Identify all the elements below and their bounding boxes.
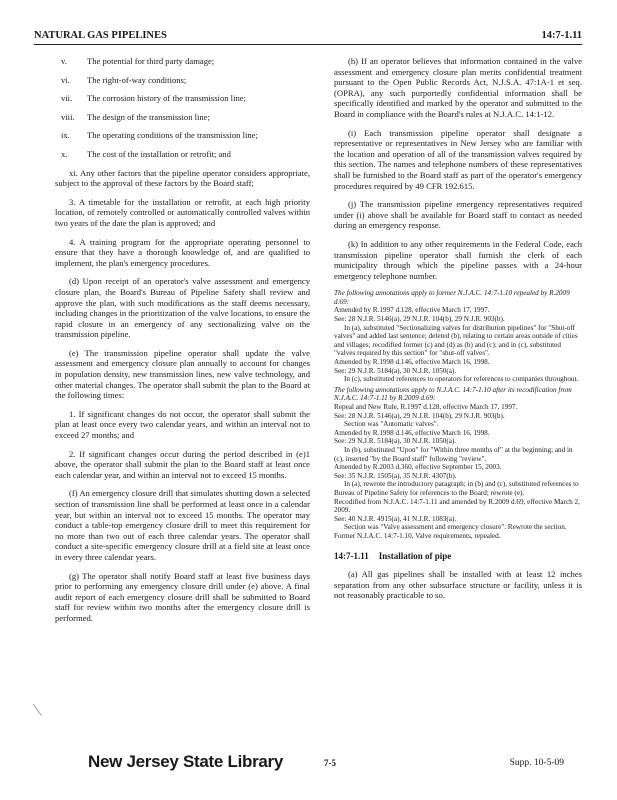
annotation-line: See: 29 N.J.R. 5184(a), 30 N.J.R. 1050(a). <box>334 437 457 446</box>
margin-mark <box>33 698 50 716</box>
paragraph: (e) The transmission pipeline operator shall update the valve assessment and emergency closure plan annually to account for changes in population density, new transmission lines, new valve technology, and other material changes. The operator shall submit the plan to the Board at the following times: <box>55 347 310 401</box>
annotation-line: Recodified from N.J.A.C. 14:7-1.11 and amended by R.2009 d.69, effective March 2, 2009. <box>334 497 580 515</box>
list-item <box>55 149 310 160</box>
paragraph: (h) If an operator believes that information contained in the valve assessment and emergency closure plan merits confidential treatment pursuant to the Open Public Records Act, N.J.S.A. 47:1A-1 et seq. (OPRA), any such purportedly confidential information shall be specifically identified and marked by the operator and submitted to the Board in compliance with the Board's rules at N.J.A.C. 14:1-12. <box>334 56 582 119</box>
list-item <box>55 56 310 67</box>
annotation-line: See: 28 N.J.R. 5146(a), 29 N.J.R. 104(b), 29 N.J.R. 903(b). <box>334 411 505 420</box>
paragraph: (i) Each transmission pipeline operator shall designate a representative or representatives in New Jersey who are familiar with the location and operation of all of the transmission valves required by this section. The names and telephone numbers of these representatives shall be furnished to the Board staff as part of the operator's emergency procedures required by 49 CFR 192.615. <box>334 127 582 191</box>
page-number: 7-5 <box>324 758 336 768</box>
left-column <box>55 56 310 632</box>
annotation-line: Amended by R.1998 d.146, effective March 16, 1998. <box>334 428 490 437</box>
right-column <box>334 56 582 609</box>
annotation-line: In (c), substituted references to operators for references to companies throughout. <box>344 375 579 384</box>
annotation-line: See: 28 N.J.R. 5146(a), 29 N.J.R. 104(b), 29 N.J.R. 903(b). <box>334 315 505 324</box>
annotation-heading: The following annotations apply to former N.J.A.C. 14:7-1.10 repealed by R.2009 d.69: <box>334 289 570 306</box>
item-text: The corrosion history of the transmission line; <box>87 93 246 104</box>
item-number: vi. <box>61 74 70 85</box>
header-title: NATURAL GAS PIPELINES <box>34 30 167 41</box>
list-item <box>55 75 310 86</box>
annotation-line: Section was "Valve assessment and emergency closure". Rewrote the section. Former N.J.A.C. 14:7-1.10, Valve requirements, repealed. <box>334 523 567 540</box>
paragraph: 4. A training program for the appropriate operating personnel to ensure that they have a thorough knowledge of, and are qualified to implement, the plan's emergency procedures. <box>55 236 310 268</box>
paragraph: xi. Any other factors that the pipeline operator considers appropriate, subject to the approval of these factors by the Board staff; <box>55 167 310 189</box>
item-number: vii. <box>61 93 73 104</box>
page-footer <box>34 748 582 778</box>
annotation-heading: The following annotations apply to N.J.A.C. 14:7-1.10 after its recodification from N.J.A.C. 14:7-1.11 by R.2009 d.69: <box>334 385 572 403</box>
header-section-number: 14:7-1.11 <box>541 30 582 41</box>
item-text: The design of the transmission line; <box>87 111 210 122</box>
paragraph: 2. If significant changes occur during the period described in (e)1 above, the operator shall submit the plan to the Board staff at least once each calendar year, and within an interval not to exceed 15 months. <box>55 448 310 480</box>
item-number: viii. <box>61 111 75 122</box>
paragraph: (j) The transmission pipeline emergency representatives required under (i) above shall be available for Board staff to contact as needed during an emergency response. <box>334 199 582 231</box>
annotation-line: Repeal and New Rule, R.1997 d.128, effective March 17, 1997. <box>334 403 518 411</box>
paragraph: (f) An emergency closure drill that simulates shutting down a selected section of transmission line shall be performed at least once in a calendar year, but within an interval not to exceed 15 months. The operator may conduct a table-top emergency closure drill to meet this requirement for no more than two out of each three calendar years. The operator shall conduct a site-specific emergency closure drill at a field site at least once in every three calendar years. <box>55 488 310 562</box>
paragraph: (d) Upon receipt of an operator's valve assessment and emergency closure plan, the Board's Bureau of Pipeline Safety shall review and approve the plan, with such modifications as the staff deems necessary, including changes in the prioritization of the valve locations, to ensure the rapid closure in an emergency of any sectionalizing valve on the transmission pipeline. <box>55 276 310 340</box>
annotation-line: See: 29 N.J.R. 5184(a), 30 N.J.R. 1050(a). <box>334 366 457 375</box>
list-item <box>55 130 310 141</box>
annotation-line: See: 35 N.J.R. 1505(a), 35 N.J.R. 4307(b). <box>334 471 457 480</box>
item-number: v. <box>61 56 67 66</box>
item-number: ix. <box>61 130 70 141</box>
annotation-line: See: 40 N.J.R. 4915(a), 41 N.J.R. 1083(a). <box>334 514 457 523</box>
supplement-date: Supp. 10-5-09 <box>509 758 564 768</box>
section-number: 14:7-1.11 <box>334 550 369 561</box>
item-text: The operating conditions of the transmission line; <box>87 130 258 141</box>
section-heading <box>334 551 582 562</box>
annotation-line: In (a), substituted "Sectionalizing valves for distribution pipelines" for "Shut-off valves" and added last sentence; deleted (b), relating to certain areas outside of cities and villages; recodified former (c) and (d) as (b) and (c); and in (c), substituted "valves required by this section" for "shut-off valves". <box>334 323 578 358</box>
item-text: The potential for third party damage; <box>87 56 215 66</box>
section-title: Installation of pipe <box>378 550 452 561</box>
paragraph: 1. If significant changes do not occur, the operator shall submit the plan at least once every two calendar years, and within an interval not to exceed 27 months; and <box>55 408 310 441</box>
list-item <box>55 112 310 123</box>
paragraph: 3. A timetable for the installation or retrofit, at each high priority location, of remotely controlled or automatically controlled valves within two years of the date the plan is approved; and <box>55 196 310 228</box>
paragraph: (a) All gas pipelines shall be installed with at least 12 inches separation from any other subsurface structure or facility, unless it is not reasonably practicable to so. <box>334 569 582 601</box>
item-text: The right-of-way conditions; <box>87 74 187 85</box>
paragraph: (k) In addition to any other requirements in the Federal Code, each transmission pipeline operator shall furnish the clerk of each municipality through which the pipeline passes with a 24-hour emergency telephone number. <box>334 238 582 281</box>
annotation-line: In (b), substituted "Upon" for "Within three months of" at the beginning; and in (c), inserted "by the Board staff" following "review". <box>334 445 573 463</box>
annotation-line: Section was "Automatic valves". <box>344 420 439 429</box>
list-item <box>55 93 310 104</box>
item-number: x. <box>61 148 68 159</box>
running-header <box>34 28 582 45</box>
item-text: The cost of the installation or retrofit; and <box>87 148 231 159</box>
paragraph: (g) The operator shall notify Board staff at least five business days prior to performing any emergency closure drill under (e) above. A final audit report of each emergency closure drill shall be submitted to Board staff for review within two months after the emergency closure drill is performed. <box>55 570 310 623</box>
annotation-line: In (a), rewrote the introductory paragraph; in (b) and (c), substituted references to Bureau of Pipeline Safety for references to the Board; rewrote (e). <box>334 480 579 497</box>
annotation-line: Amended by R.1998 d.146, effective March 16, 1998. <box>334 358 490 367</box>
library-name: New Jersey State Library <box>88 752 284 771</box>
annotations <box>334 289 582 540</box>
annotation-line: Amended by R.2003 d.360, effective September 15, 2003. <box>334 463 502 472</box>
annotation-line: Amended by R.1997 d.128, effective March 17, 1997. <box>334 306 490 315</box>
